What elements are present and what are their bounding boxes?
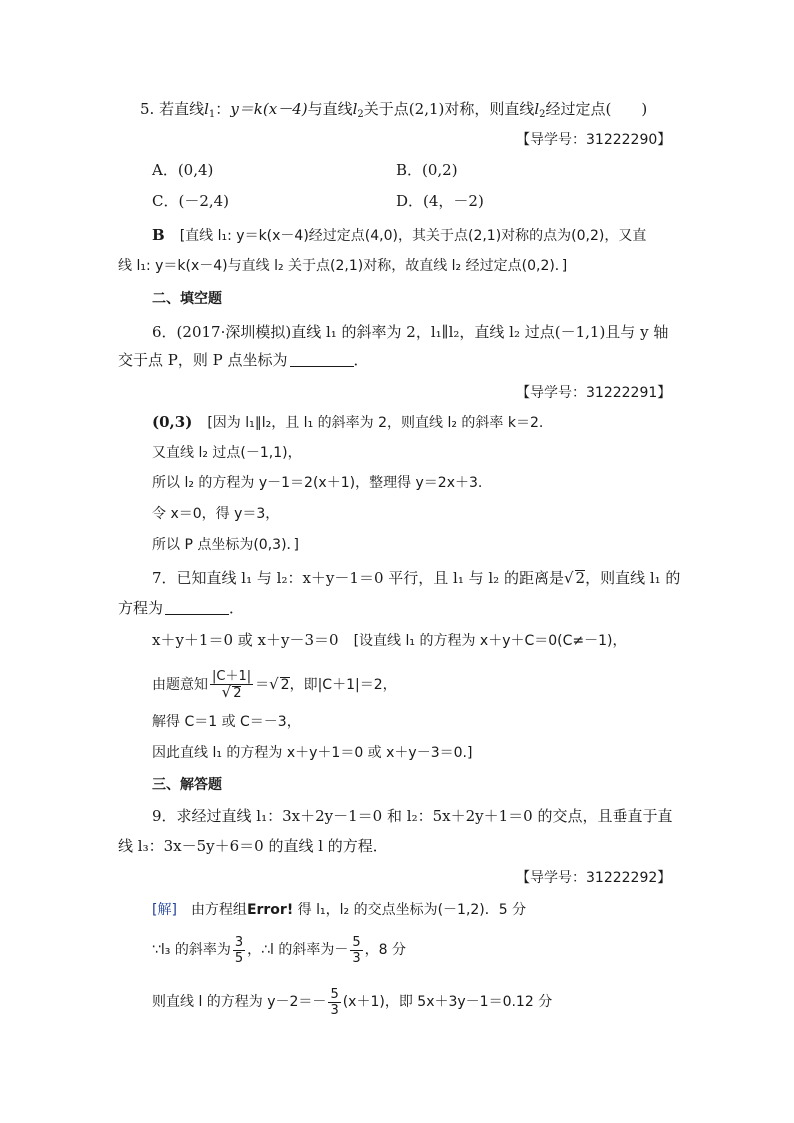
- q6-answer-blank: [290, 352, 354, 367]
- q7-solution-1: x＋y＋1＝0 或 x＋y－3＝0 [设直线 l₁ 的方程为 x＋y＋C＝0(C≠－1)，: [152, 631, 627, 649]
- q6-solution-4: 令 x＝0，得 y＝3，: [152, 506, 280, 522]
- section-answer: 三、解答题: [152, 777, 222, 793]
- q5-solution-1: B [直线 l₁: y＝k(x－4)经过定点(4,0)，其关于点(2,1)对称的点为(0,2)，又直: [152, 226, 647, 244]
- q5-solution-2: 线 l₁: y＝k(x－4)与直线 l₂ 关于点(2,1)对称，故直线 l₂ 经过定点(0,2)．]: [118, 258, 568, 274]
- q6-solution-1: (0,3) [因为 l₁∥l₂，且 l₁ 的斜率为 2，则直线 l₂ 的斜率 k＝2.: [152, 413, 544, 431]
- q7-fraction: $\frac{|C+1|}{√ 2}$: [212, 669, 252, 701]
- q5-option-b: B．(0,2): [396, 161, 458, 179]
- q7-solution-3: 解得 C＝1 或 C＝－3，: [152, 714, 301, 730]
- q6-stem-1: 6．(2017·深圳模拟)直线 l₁ 的斜率为 2，l₁∥l₂，直线 l₂ 过点(－1,1)且与 y 轴: [152, 323, 669, 341]
- q6-solution-3: 所以 l₂ 的方程为 y－1＝2(x＋1)，整理得 y＝2x＋3.: [152, 475, 483, 491]
- q9-ref: 【导学号：31222292】: [516, 870, 672, 886]
- q6-ref: 【导学号：31222291】: [516, 385, 672, 401]
- q6-solution-2: 又直线 l₂ 过点(－1,1)，: [152, 445, 302, 461]
- q5-option-c: C．(－2,4): [152, 192, 230, 210]
- q5-ref: 【导学号：31222290】: [516, 132, 672, 148]
- q9-stem-1: 9．求经过直线 l₁：3x＋2y－1＝0 和 l₂：5x＋2y＋1＝0 的交点，且垂直于直: [152, 807, 673, 825]
- q7-solution-2: 由题意知 $\frac{|C+1|}{√ 2}$ ＝√ 2，即|C＋1|＝2，: [152, 669, 397, 701]
- q6-solution-5: 所以 P 点坐标为(0,3)．]: [152, 537, 299, 553]
- q5-option-a: A．(0,4): [152, 161, 214, 179]
- q6-stem-2: 交于点 P，则 P 点坐标为 ．: [118, 351, 369, 369]
- q9-stem-2: 线 l₃：3x－5y＋6＝0 的直线 l 的方程．: [118, 837, 388, 855]
- q9-solution-2: ∵l₃ 的斜率为 $\frac{3}{5}$ ，∴l 的斜率为－ $\frac{5}{3}$ ，8 分: [152, 934, 407, 966]
- q9-solution-3: 则直线 l 的方程为 y－2＝－ $\frac{5}{3}$ (x＋1)，即 5x＋3y－1＝0.12 分: [152, 986, 553, 1018]
- q5-stem: 5. 若直线$l_1$：y＝k(x－4)与直线$l_2$关于点(2,1)对称，则直线$l_2$经过定点( ): [140, 100, 648, 120]
- q7-solution-4: 因此直线 l₁ 的方程为 x＋y＋1＝0 或 x＋y－3＝0.]: [152, 745, 473, 761]
- q7-stem-1: 7．已知直线 l₁ 与 l₂：x＋y－1＝0 平行，且 l₁ 与 l₂ 的距离是√ 2，则直线 l₁ 的: [152, 569, 681, 587]
- q7-stem-2: 方程为 ．: [118, 599, 245, 617]
- q9-solution-1: [解] 由方程组Error! 得 l₁，l₂ 的交点坐标为(－1,2)．5 分: [152, 902, 527, 918]
- q5-option-d: D．(4，－2): [396, 192, 484, 210]
- section-fill-in: 二、填空题: [152, 291, 222, 307]
- q7-answer-blank: [165, 600, 229, 615]
